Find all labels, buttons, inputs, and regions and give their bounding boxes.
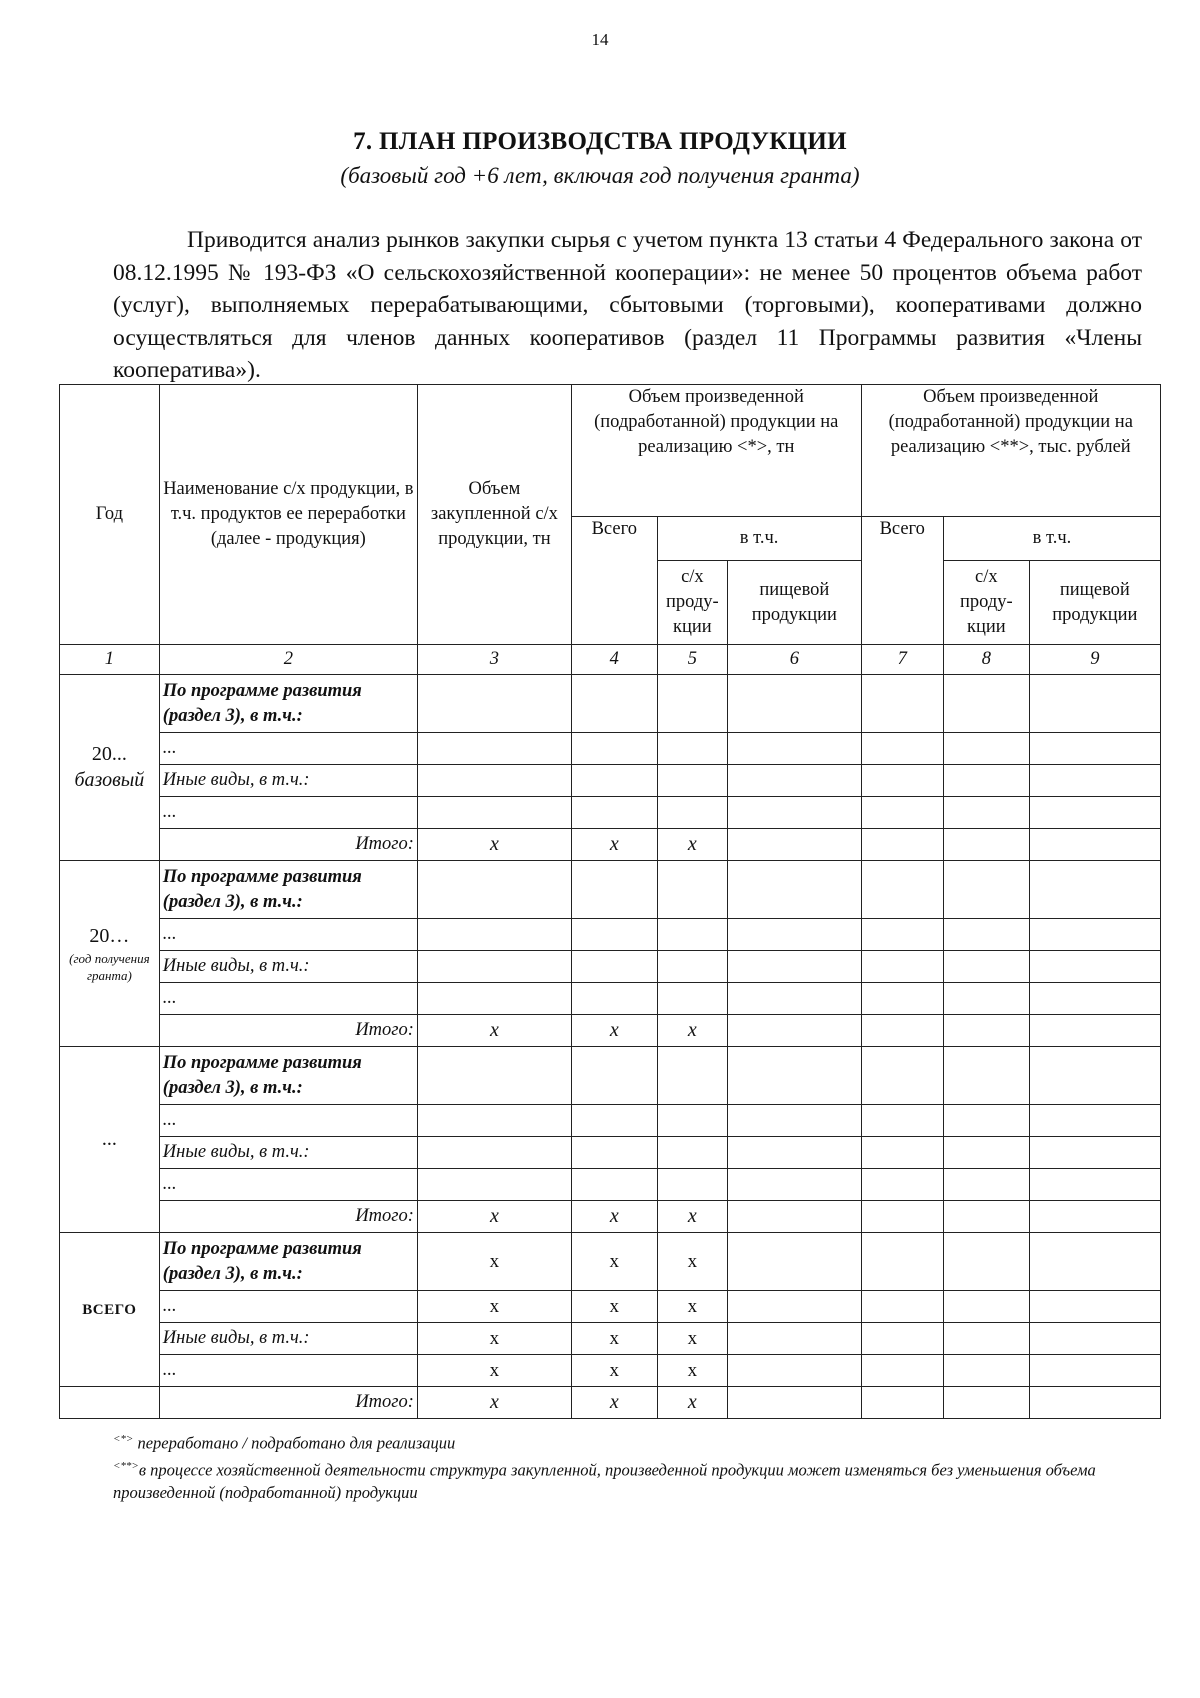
x-mark: x — [657, 1387, 728, 1419]
footnote-2 — [113, 1455, 1153, 1505]
table-cell — [861, 1137, 943, 1169]
footnote-mark: <*> — [113, 1433, 134, 1445]
x-mark: x — [571, 1233, 657, 1291]
table-cell — [943, 1201, 1029, 1233]
table-cell — [728, 733, 861, 765]
table-cell — [417, 861, 571, 919]
table-cell — [728, 1105, 861, 1137]
table-cell — [861, 1015, 943, 1047]
table-cell — [657, 765, 728, 797]
table-cell — [861, 1291, 943, 1323]
header-food-rub: пищевой продукции — [1029, 561, 1160, 645]
year-value: 20… — [89, 924, 130, 947]
table-cell — [943, 765, 1029, 797]
row-label-dots: ... — [159, 983, 417, 1015]
table-cell — [728, 1387, 861, 1419]
table-cell — [943, 1387, 1029, 1419]
row-label-program: По программе развития (раздел 3), в т.ч.: — [159, 861, 417, 919]
table-cell — [728, 983, 861, 1015]
table-cell — [657, 1137, 728, 1169]
table-cell — [861, 1233, 943, 1291]
table-cell — [861, 733, 943, 765]
x-mark: x — [571, 1323, 657, 1355]
year-cell-base — [60, 675, 160, 861]
table-cell — [571, 951, 657, 983]
table-cell — [861, 1047, 943, 1105]
table-cell — [861, 797, 943, 829]
table-cell — [417, 951, 571, 983]
header-total-rub: Всего — [861, 517, 943, 645]
row-label-other: Иные виды, в т.ч.: — [159, 765, 417, 797]
table-cell — [417, 675, 571, 733]
row-label-dots: ... — [159, 1291, 417, 1323]
table-cell — [728, 675, 861, 733]
row-label-dots: ... — [159, 1355, 417, 1387]
row-label-dots: ... — [159, 1105, 417, 1137]
x-mark: x — [657, 1015, 728, 1047]
header-agri-tn: с/х проду-кции — [657, 561, 728, 645]
x-mark: x — [571, 1387, 657, 1419]
x-mark: x — [417, 1387, 571, 1419]
row-label-dots: ... — [159, 797, 417, 829]
table-cell — [657, 951, 728, 983]
table-cell — [571, 983, 657, 1015]
intro-paragraph: Приводится анализ рынков закупки сырья с учетом пункта 13 статьи 4 Федерального закона от 08.12.1995 № 193-ФЗ «О сельскохозяйственной кооперации»: не менее 50 процентов объема работ (услуг), выполняемых перерабатывающими, сбытовыми (торговыми), кооперативами должно осуществляться для членов данных кооперативов (раздел 11 Программы развития «Члены кооператива»). — [113, 227, 1142, 383]
table-cell — [943, 675, 1029, 733]
table-cell — [861, 1105, 943, 1137]
x-mark: x — [417, 1233, 571, 1291]
row-label-itogo: Итого: — [159, 1387, 417, 1419]
header-incl-tn: в т.ч. — [657, 517, 861, 561]
table-cell — [60, 1387, 160, 1419]
table-cell — [1029, 951, 1160, 983]
header-agri-rub: с/х проду-кции — [943, 561, 1029, 645]
row-label-dots: ... — [159, 733, 417, 765]
table-cell — [943, 829, 1029, 861]
table-cell — [571, 919, 657, 951]
table-cell — [728, 1291, 861, 1323]
table-cell — [657, 797, 728, 829]
section-title: 7. ПЛАН ПРОИЗВОДСТВА ПРОДУКЦИИ — [353, 128, 847, 155]
table-cell — [571, 797, 657, 829]
table-cell — [1029, 1047, 1160, 1105]
row-label-program: По программе развития (раздел 3), в т.ч.: — [159, 1233, 417, 1291]
table-cell — [943, 1355, 1029, 1387]
x-mark: x — [571, 1291, 657, 1323]
section-subtitle: (базовый год +6 лет, включая год получения гранта) — [340, 163, 860, 188]
table-cell — [1029, 1291, 1160, 1323]
table-cell — [1029, 1323, 1160, 1355]
x-mark: x — [657, 1323, 728, 1355]
table-cell — [728, 797, 861, 829]
x-mark: x — [417, 829, 571, 861]
table-cell — [1029, 861, 1160, 919]
table-cell — [657, 1105, 728, 1137]
table-cell — [1029, 1233, 1160, 1291]
table-cell — [417, 1137, 571, 1169]
col-number: 4 — [571, 645, 657, 675]
row-label-other: Иные виды, в т.ч.: — [159, 1323, 417, 1355]
table-cell — [943, 1233, 1029, 1291]
x-mark: x — [571, 1201, 657, 1233]
footnote-text: в процессе хозяйственной деятельности структура закупленной, произведенной продукции может изменяться без уменьшения объема произведенной (подработанной) продукции — [113, 1460, 1096, 1502]
table-cell — [657, 675, 728, 733]
table-cell — [417, 765, 571, 797]
col-number: 7 — [861, 645, 943, 675]
table-cell — [728, 1047, 861, 1105]
table-cell — [728, 1137, 861, 1169]
x-mark: x — [417, 1355, 571, 1387]
table-cell — [861, 1201, 943, 1233]
table-cell — [417, 733, 571, 765]
row-label-itogo: Итого: — [159, 1201, 417, 1233]
table-cell — [861, 861, 943, 919]
table-cell — [1029, 1105, 1160, 1137]
year-value: ... — [101, 1127, 117, 1150]
col-number: 9 — [1029, 645, 1160, 675]
table-cell — [1029, 765, 1160, 797]
header-incl-rub: в т.ч. — [943, 517, 1160, 561]
x-mark: x — [571, 1355, 657, 1387]
row-label-program: По программе развития (раздел 3), в т.ч.: — [159, 675, 417, 733]
col-number: 1 — [60, 645, 160, 675]
table-cell — [657, 1169, 728, 1201]
table-cell — [728, 1323, 861, 1355]
production-plan-table — [59, 384, 1161, 1419]
table-cell — [943, 733, 1029, 765]
x-mark: x — [571, 829, 657, 861]
table-cell — [943, 1169, 1029, 1201]
table-cell — [728, 1015, 861, 1047]
table-cell — [943, 983, 1029, 1015]
table-cell — [943, 1047, 1029, 1105]
table-cell — [728, 861, 861, 919]
table-cell — [943, 1105, 1029, 1137]
x-mark: x — [657, 1233, 728, 1291]
year-value: 20... — [91, 742, 127, 765]
table-cell — [417, 1105, 571, 1137]
table-cell — [571, 1137, 657, 1169]
x-mark: x — [571, 1015, 657, 1047]
table-cell — [1029, 733, 1160, 765]
table-cell — [728, 829, 861, 861]
header-produced-rubles: Объем произведенной (подработанной) продукции на реализацию <**>, тыс. рублей — [861, 385, 1160, 517]
table-cell — [417, 1169, 571, 1201]
table-cell — [657, 1047, 728, 1105]
col-number: 8 — [943, 645, 1029, 675]
header-product-name: Наименование с/х продукции, в т.ч. продуктов ее переработки (далее - продукция) — [159, 385, 417, 645]
row-label-program: По программе развития (раздел 3), в т.ч.: — [159, 1047, 417, 1105]
table-cell — [657, 861, 728, 919]
header-food-tn: пищевой продукции — [728, 561, 861, 645]
table-cell — [861, 951, 943, 983]
table-cell — [943, 1137, 1029, 1169]
x-mark: x — [417, 1323, 571, 1355]
table-cell — [861, 1169, 943, 1201]
table-cell — [571, 861, 657, 919]
table-cell — [861, 675, 943, 733]
total-label: ВСЕГО — [82, 1301, 137, 1318]
col-number: 6 — [728, 645, 861, 675]
table-cell — [1029, 1387, 1160, 1419]
table-cell — [943, 1291, 1029, 1323]
x-mark: x — [657, 1355, 728, 1387]
page-number: 14 — [591, 30, 609, 49]
table-cell — [728, 1355, 861, 1387]
table-cell — [861, 1323, 943, 1355]
footnotes — [113, 1428, 1153, 1504]
x-mark: x — [417, 1015, 571, 1047]
table-cell — [943, 861, 1029, 919]
row-label-dots: ... — [159, 1169, 417, 1201]
year-cell-grant — [60, 861, 160, 1047]
table-cell — [417, 919, 571, 951]
table-cell — [657, 983, 728, 1015]
table-cell — [571, 1169, 657, 1201]
table-cell — [861, 1387, 943, 1419]
table-cell — [861, 829, 943, 861]
col-number: 5 — [657, 645, 728, 675]
table-cell — [1029, 797, 1160, 829]
x-mark: x — [657, 829, 728, 861]
table-cell — [728, 919, 861, 951]
year-cell-total — [60, 1233, 160, 1387]
year-cell-ellipsis — [60, 1047, 160, 1233]
table-cell — [571, 1047, 657, 1105]
header-purchased-volume: Объем закупленной с/х продукции, тн — [417, 385, 571, 645]
row-label-itogo: Итого: — [159, 829, 417, 861]
table-cell — [728, 765, 861, 797]
x-mark: x — [417, 1291, 571, 1323]
year-note: (год получения гранта) — [69, 950, 150, 983]
year-note: базовый — [74, 768, 145, 791]
table-cell — [1029, 1201, 1160, 1233]
table-cell — [1029, 1355, 1160, 1387]
row-label-other: Иные виды, в т.ч.: — [159, 951, 417, 983]
table-cell — [571, 765, 657, 797]
table-cell — [861, 983, 943, 1015]
table-cell — [943, 919, 1029, 951]
x-mark: x — [417, 1201, 571, 1233]
header-year: Год — [60, 385, 160, 645]
table-cell — [571, 733, 657, 765]
row-label-itogo: Итого: — [159, 1015, 417, 1047]
table-cell — [657, 733, 728, 765]
table-cell — [728, 1233, 861, 1291]
footnote-1 — [113, 1428, 1153, 1455]
table-cell — [943, 797, 1029, 829]
table-cell — [571, 1105, 657, 1137]
footnote-text: переработано / подработано для реализации — [133, 1433, 456, 1453]
table-cell — [943, 951, 1029, 983]
table-cell — [657, 919, 728, 951]
col-number: 2 — [159, 645, 417, 675]
table-cell — [943, 1015, 1029, 1047]
header-produced-tonnes: Объем произведенной (подработанной) продукции на реализацию <*>, тн — [571, 385, 861, 517]
table-cell — [1029, 829, 1160, 861]
row-label-dots: ... — [159, 919, 417, 951]
table-cell — [1029, 1169, 1160, 1201]
table-cell — [417, 797, 571, 829]
table-cell — [1029, 919, 1160, 951]
table-cell — [417, 983, 571, 1015]
table-cell — [417, 1047, 571, 1105]
header-total-tn: Всего — [571, 517, 657, 645]
footnote-mark: <**> — [113, 1459, 139, 1472]
table-cell — [861, 765, 943, 797]
table-cell — [728, 1169, 861, 1201]
table-cell — [728, 1201, 861, 1233]
x-mark: x — [657, 1291, 728, 1323]
x-mark: x — [657, 1201, 728, 1233]
table-cell — [1029, 1015, 1160, 1047]
row-label-other: Иные виды, в т.ч.: — [159, 1137, 417, 1169]
table-cell — [1029, 1137, 1160, 1169]
table-cell — [1029, 983, 1160, 1015]
table-cell — [1029, 675, 1160, 733]
table-cell — [943, 1323, 1029, 1355]
table-cell — [861, 1355, 943, 1387]
col-number: 3 — [417, 645, 571, 675]
table-cell — [728, 951, 861, 983]
table-cell — [861, 919, 943, 951]
table-cell — [571, 675, 657, 733]
